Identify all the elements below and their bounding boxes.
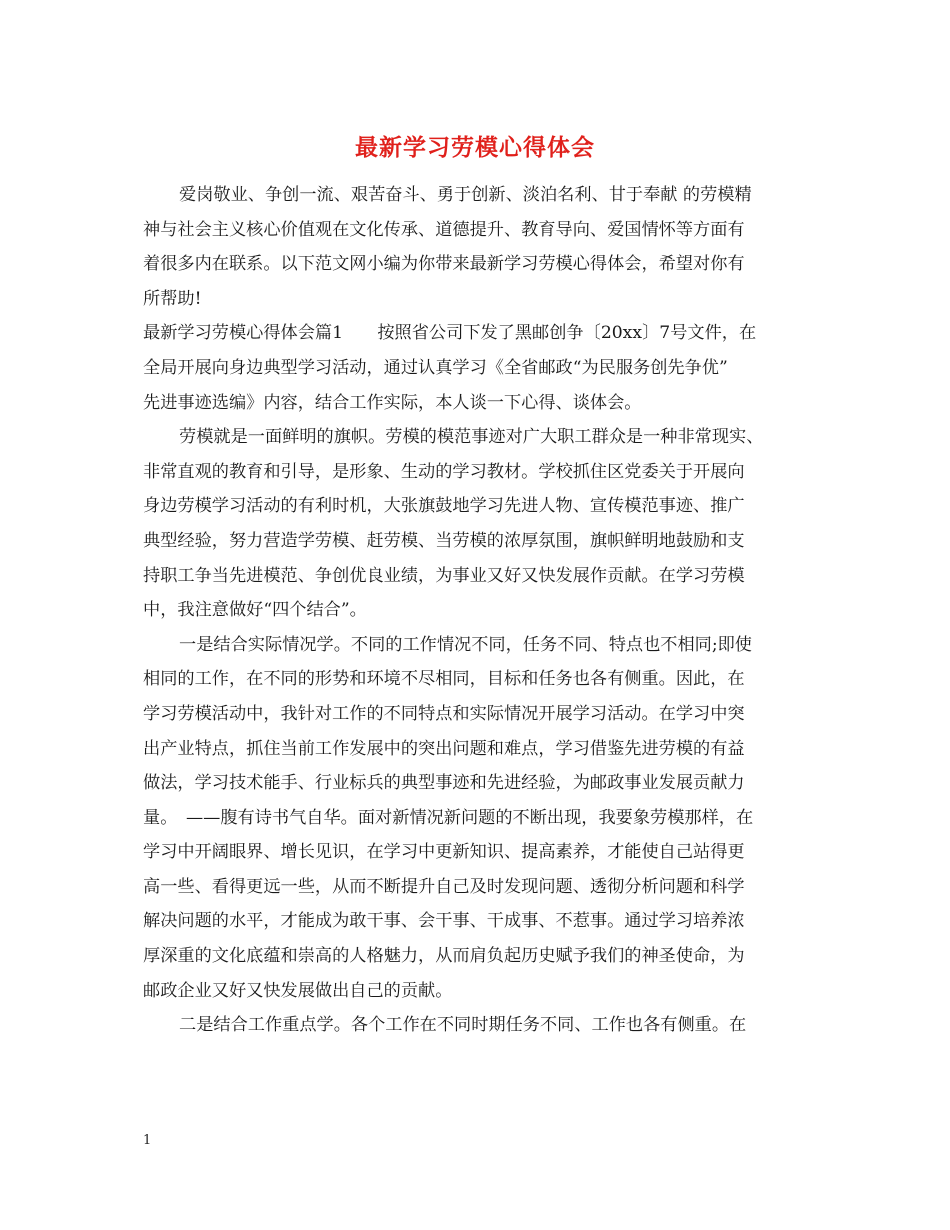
body-line: 神与社会主义核心价值观在文化传承、道德提升、教育导向、爱国情怀等方面有 [143,219,745,240]
body-line: 相同的工作，在不同的形势和环境不尽相同，目标和任务也各有侧重。因此，在 [143,669,745,690]
body-line: 解决问题的水平，才能成为敢干事、会干事、干成事、不惹事。通过学习培养浓 [143,911,745,932]
body-line: 二是结合工作重点学。各个工作在不同时期任务不同、工作也各有侧重。在 [179,1015,747,1036]
body-line: 爱岗敬业、争创一流、艰苦奋斗、勇于创新、淡泊名利、甘于奉献 的劳模精 [179,185,752,205]
body-line: 全局开展向身边典型学习活动，通过认真学习《全省邮政“为民服务创先争优” [143,357,728,378]
body-line: 所帮助! [143,288,202,309]
document-title: 最新学习劳模心得体会 [355,134,595,161]
body-line: 邮政企业又好又快发展做出自己的贡献。 [143,980,453,1001]
body-line: 厚深重的文化底蕴和崇高的人格魅力，从而肩负起历史赋予我们的神圣使命，为 [143,946,745,967]
body-line: 先进事迹选编》内容，结合工作实际，本人谈一下心得、谈体会。 [143,392,642,413]
body-line: 着很多内在联系。以下范文网小编为你带来最新学习劳模心得体会，希望对你有 [143,254,745,275]
body-line: 高一些、看得更远一些，从而不断提升自己及时发现问题、透彻分析问题和科学 [143,876,745,897]
body-line: 典型经验，努力营造学劳模、赶劳模、当劳模的浓厚氛围，旗帜鲜明地鼓励和支 [143,530,745,551]
body-line: 最新学习劳模心得体会篇1 按照省公司下发了黑邮创争〔20xx〕7号文件，在 [143,323,757,344]
document-body [143,178,813,1043]
body-line: 持职工争当先进模范、争创优良业绩，为事业又好又快发展作贡献。在学习劳模 [143,565,745,586]
body-line: 做法，学习技术能手、行业标兵的典型事迹和先进经验，为邮政事业发展贡献力 [143,773,745,794]
page-number: 1 [143,1133,152,1148]
body-line: 学习中开阔眼界、增长见识，在学习中更新知识、提高素养，才能使自己站得更 [143,842,745,863]
body-line: 出产业特点，抓住当前工作发展中的突出问题和难点，学习借鉴先进劳模的有益 [143,738,745,759]
body-line: 非常直观的教育和引导，是形象、生动的学习教材。学校抓住区党委关于开展向 [143,461,745,482]
body-line: 量。 ——腹有诗书气自华。面对新情况新问题的不断出现，我要象劳模那样，在 [143,807,754,828]
body-line: 中，我注意做好“四个结合”。 [143,600,367,621]
body-line: 学习劳模活动中，我针对工作的不同特点和实际情况开展学习活动。在学习中突 [143,703,745,724]
body-line: 一是结合实际情况学。不同的工作情况不同，任务不同、特点也不相同;即使 [179,634,752,655]
body-line: 劳模就是一面鲜明的旗帜。劳模的模范事迹对广大职工群众是一种非常现实、 [179,427,764,448]
body-line: 身边劳模学习活动的有利时机，大张旗鼓地学习先进人物、宣传模范事迹、推广 [143,496,745,517]
